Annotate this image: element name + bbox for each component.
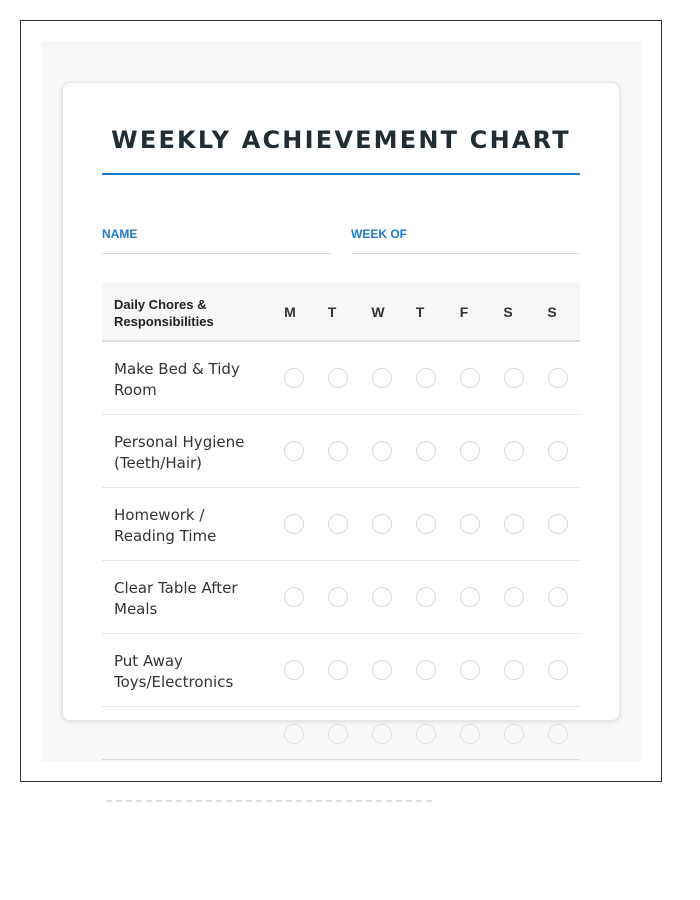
checkbox-circle[interactable] [504,368,524,388]
checkbox-circle[interactable] [548,587,568,607]
table-header [102,282,580,342]
checkbox-circle[interactable] [372,660,392,680]
checkbox-circle[interactable] [328,441,348,461]
day-header-thursday: T [415,304,425,320]
table-row [102,561,580,634]
day-header-tuesday: T [327,304,337,320]
day-header-sunday: S [547,304,557,320]
checkbox-circle[interactable] [416,724,436,744]
week-of-field-label: WEEK OF [351,227,407,241]
checkbox-circle[interactable] [548,660,568,680]
week-of-field-line [351,253,580,254]
checkbox-circle[interactable] [548,724,568,744]
checkbox-circle[interactable] [328,724,348,744]
checkbox-circle[interactable] [328,587,348,607]
chore-label: Personal Hygiene (Teeth/Hair) [114,433,245,472]
checkbox-circle[interactable] [284,724,304,744]
checkbox-circle[interactable] [416,587,436,607]
checkbox-circle[interactable] [460,441,480,461]
checkbox-circle[interactable] [504,441,524,461]
checkbox-circle[interactable] [460,660,480,680]
checkbox-circle[interactable] [548,441,568,461]
checkbox-circle[interactable] [460,514,480,534]
chore-label: Clear Table After Meals [114,579,238,618]
overflow-row [102,720,580,760]
name-field-label: NAME [102,227,138,241]
checkbox-circle[interactable] [328,514,348,534]
title-divider [102,173,580,175]
table-row [102,634,580,707]
checkbox-circle[interactable] [548,514,568,534]
checkbox-circle[interactable] [460,724,480,744]
checkbox-circle[interactable] [284,587,304,607]
checkbox-circle[interactable] [328,368,348,388]
checkbox-circle[interactable] [284,660,304,680]
checkbox-circle[interactable] [328,660,348,680]
name-field[interactable] [102,226,331,254]
checkbox-circle[interactable] [460,587,480,607]
checkbox-circle[interactable] [372,724,392,744]
checkbox-circle[interactable] [504,587,524,607]
table-row [102,488,580,561]
checkbox-circle[interactable] [416,660,436,680]
table-row [102,415,580,488]
chore-label: Make Bed & Tidy Room [114,360,240,399]
chores-table [102,282,580,707]
checkbox-circle[interactable] [416,368,436,388]
checkbox-circle[interactable] [284,514,304,534]
checkbox-circle[interactable] [504,724,524,744]
week-of-field[interactable] [351,226,580,254]
checkbox-circle[interactable] [372,441,392,461]
chore-label: Homework / Reading Time [114,506,217,545]
checkbox-circle[interactable] [460,368,480,388]
page-title: WEEKLY ACHIEVEMENT CHART [111,126,571,154]
checkbox-circle[interactable] [284,368,304,388]
table-row [102,342,580,415]
day-header-saturday: S [503,304,513,320]
dashed-divider [106,800,432,802]
checkbox-circle[interactable] [504,660,524,680]
checkbox-circle[interactable] [372,368,392,388]
name-field-line [102,253,331,254]
checkbox-circle[interactable] [416,441,436,461]
checkbox-circle[interactable] [372,587,392,607]
checkbox-circle[interactable] [504,514,524,534]
day-header-monday: M [284,304,296,320]
day-header-wednesday: W [371,304,385,320]
checkbox-circle[interactable] [416,514,436,534]
chores-column-header: Daily Chores & Responsibilities [114,297,214,329]
day-header-friday: F [459,304,469,320]
chore-label: Put Away Toys/Electronics [114,652,234,691]
checkbox-circle[interactable] [284,441,304,461]
checkbox-circle[interactable] [372,514,392,534]
checkbox-circle[interactable] [548,368,568,388]
